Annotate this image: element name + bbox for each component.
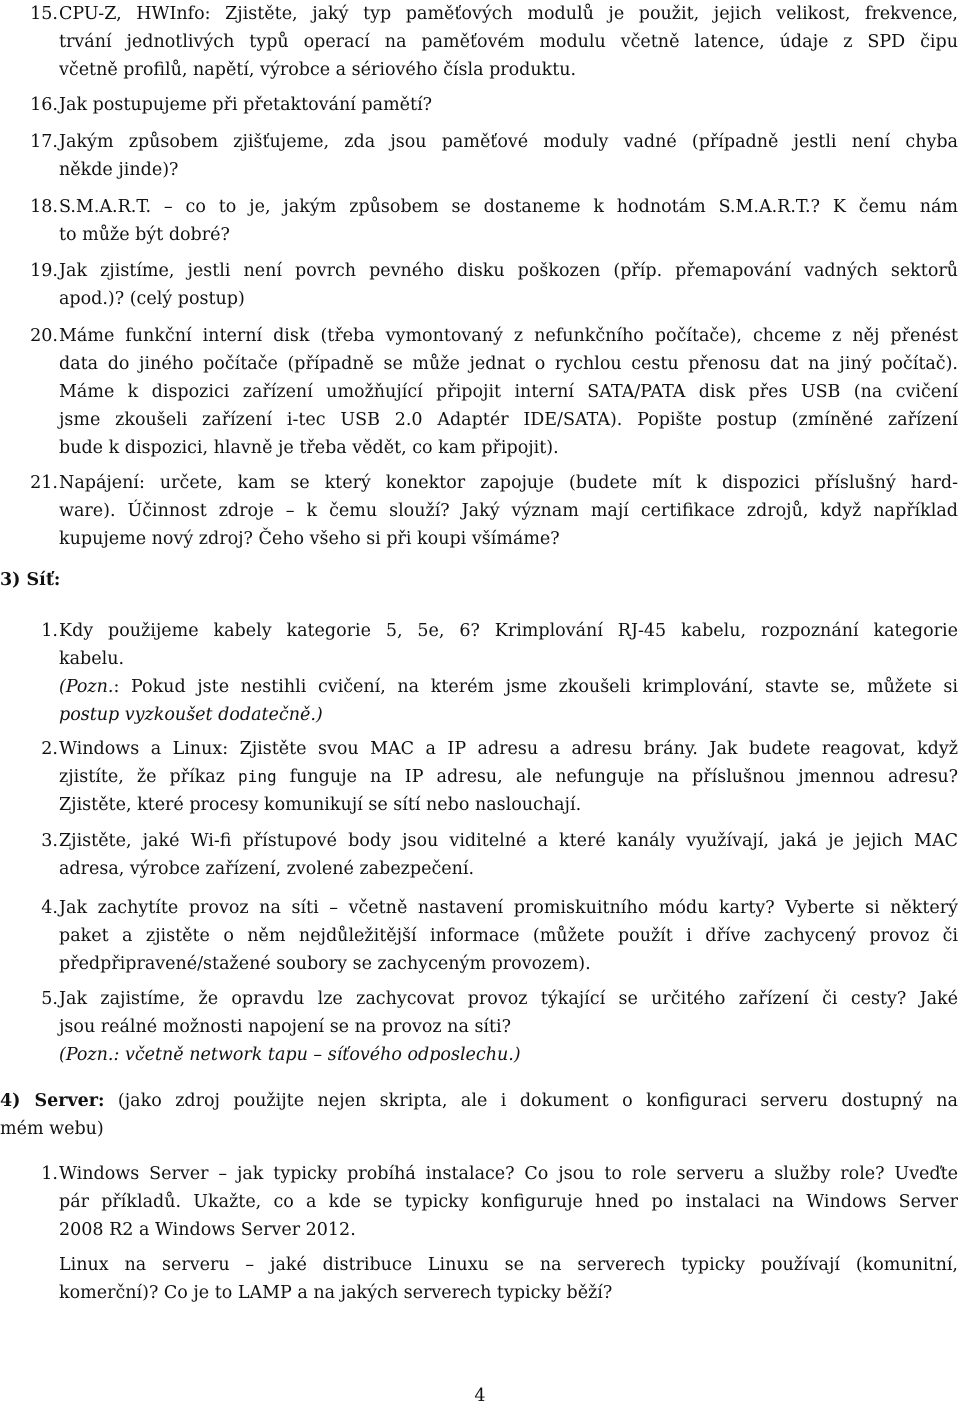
item-text-line: kupujeme nový zdroj? Čeho všeho si při koupi všímáme? bbox=[59, 529, 560, 549]
item-text-line: Jakým způsobem zjišťujeme, zda jsou paměťové moduly vadné (případně jestli není chyba bbox=[59, 132, 958, 152]
item-text-line: někde jinde)? bbox=[59, 160, 179, 180]
item-number: 4. bbox=[41, 898, 58, 918]
server-paragraph bbox=[59, 1251, 958, 1307]
item-number: 21. bbox=[30, 473, 58, 493]
item-text-line: adresa, výrobce zařízení, zvolené zabezpečení. bbox=[59, 859, 475, 879]
item-text-line: předpřipravené/stažené soubory se zachyceným provozem). bbox=[59, 954, 591, 974]
item-text-line: Jak postupujeme při přetaktování pamětí? bbox=[59, 95, 433, 115]
server-heading-text: (jako zdroj použijte nejen skripta, ale i dokument o konfiguraci serveru dostupný na bbox=[104, 1091, 958, 1111]
item-text-line: Jak zajistíme, že opravdu lze zachycovat provoz týkající se určitého zařízení či cesty? Jaké bbox=[59, 989, 958, 1009]
item-text-line: CPU-Z, HWInfo: Zjistěte, jaký typ paměťových modulů je použit, jejich velikost, frekvence, bbox=[59, 4, 958, 24]
page-number: 4 bbox=[474, 1386, 486, 1406]
item-text-line: Jak zachytíte provoz na síti – včetně nastavení promiskuitního módu karty? Vyberte si některý bbox=[59, 898, 958, 918]
item-text-line: paket a zjistěte o něm nejdůležitější informace (můžete použít i dříve zachycený provoz či bbox=[59, 926, 958, 946]
item-text-line bbox=[59, 763, 958, 791]
note-line bbox=[59, 1041, 958, 1069]
item-text-line: S.M.A.R.T. – co to je, jakým způsobem se dostaneme k hodnotám S.M.A.R.T.? K čemu nám bbox=[59, 197, 958, 217]
server-heading-label: 4) Server: bbox=[0, 1091, 105, 1111]
item-number: 20. bbox=[30, 326, 58, 346]
item-text-line: pár příkladů. Ukažte, co a kde se typicky konfiguruje hned po instalaci na Windows Server bbox=[59, 1192, 958, 1212]
item-number: 1. bbox=[41, 621, 58, 641]
item-text-line: Zjistěte, které procesy komunikují se sítí nebo naslouchají. bbox=[59, 795, 582, 815]
item-number: 15. bbox=[30, 4, 58, 24]
note-line: postup vyzkoušet dodatečně.) bbox=[59, 705, 323, 725]
section-heading-network: 3) Síť: bbox=[0, 570, 61, 590]
note-text: : Pokud jste nestihli cvičení, na kterém jsme zkoušeli krimplování, stavte se, můžete si bbox=[113, 677, 958, 697]
item-text-line: jsme zkoušeli zařízení i-tec USB 2.0 Adaptér IDE/SATA). Popište postup (zmíněné zařízení bbox=[59, 410, 958, 430]
item-text-line: trvání jednotlivých typů operací na paměťovém modulu včetně latence, údaje z SPD čipu bbox=[59, 32, 958, 52]
item-text-line: bude k dispozici, hlavně je třeba vědět, co kam připojit). bbox=[59, 438, 559, 458]
item-text-line: kabelu. bbox=[59, 649, 125, 669]
item-number: 2. bbox=[41, 739, 58, 759]
server-heading-line2: mém webu) bbox=[0, 1119, 104, 1139]
text-segment: zjistíte, že příkaz bbox=[59, 767, 239, 787]
item-number: 5. bbox=[41, 989, 58, 1009]
note-line bbox=[59, 673, 958, 701]
item-text-line: 2008 R2 a Windows Server 2012. bbox=[59, 1220, 356, 1240]
item-number: 3. bbox=[41, 831, 58, 851]
item-number: 16. bbox=[30, 95, 58, 115]
para-line: komerční)? Co je to LAMP a na jakých serverech typicky běží? bbox=[59, 1283, 613, 1303]
item-text-line: Máme funkční interní disk (třeba vymontovaný z nefunkčního počítače), chceme z něj přenést bbox=[59, 326, 958, 346]
code-ping: ping bbox=[238, 767, 277, 786]
note-text: : včetně network tapu – síťového odposlechu.) bbox=[113, 1045, 521, 1065]
item-text-line: včetně profilů, napětí, výrobce a sériového čísla produktu. bbox=[59, 60, 577, 80]
item-text-line: Zjistěte, jaké Wi-fi přístupové body jsou viditelné a které kanály využívají, jaká je jejich MAC bbox=[59, 831, 958, 851]
item-text-line: to může být dobré? bbox=[59, 225, 230, 245]
item-text-line: Napájení: určete, kam se který konektor zapojuje (budete mít k dispozici příslušný hard- bbox=[59, 473, 958, 493]
item-text-line: ware). Účinnost zdroje – k čemu slouží? Jaký význam mají certifikace zdrojů, když například bbox=[59, 501, 958, 521]
note-prefix: (Pozn. bbox=[59, 677, 114, 697]
para-line: Linux na serveru – jaké distribuce Linuxu se na serverech typicky používají (komunitní, bbox=[59, 1255, 958, 1275]
note-prefix: (Pozn. bbox=[59, 1045, 114, 1065]
item-text-line: Windows Server – jak typicky probíhá instalace? Co jsou to role serveru a služby role? Uveďte bbox=[59, 1164, 958, 1184]
item-text-line: apod.)? (celý postup) bbox=[59, 289, 245, 309]
item-number: 1. bbox=[41, 1164, 58, 1184]
item-text-line: Windows a Linux: Zjistěte svou MAC a IP adresu a adresu brány. Jak budete reagovat, když bbox=[59, 739, 958, 759]
server-heading-line bbox=[0, 1087, 958, 1115]
item-number: 17. bbox=[30, 132, 58, 152]
item-text-line: Jak zjistíme, jestli není povrch pevného disku poškozen (příp. přemapování vadných sektorů bbox=[59, 261, 958, 281]
section-heading-server bbox=[0, 1087, 958, 1143]
item-text-line: Kdy použijeme kabely kategorie 5, 5e, 6? Krimplování RJ-45 kabelu, rozpoznání kategorie bbox=[59, 621, 958, 641]
item-number: 18. bbox=[30, 197, 58, 217]
item-text-line: Máme k dispozici zařízení umožňující připojit interní SATA/PATA disk přes USB (na cvičení bbox=[59, 382, 958, 402]
item-number: 19. bbox=[30, 261, 58, 281]
item-text-line: data do jiného počítače (případně se může jednat o rychlou cestu přenosu dat na jiný počítač). bbox=[59, 354, 958, 374]
item-text-line: jsou reálné možnosti napojení se na provoz na síti? bbox=[59, 1017, 512, 1037]
text-segment: funguje na IP adresu, ale nefunguje na příslušnou jmennou adresu? bbox=[276, 767, 958, 787]
